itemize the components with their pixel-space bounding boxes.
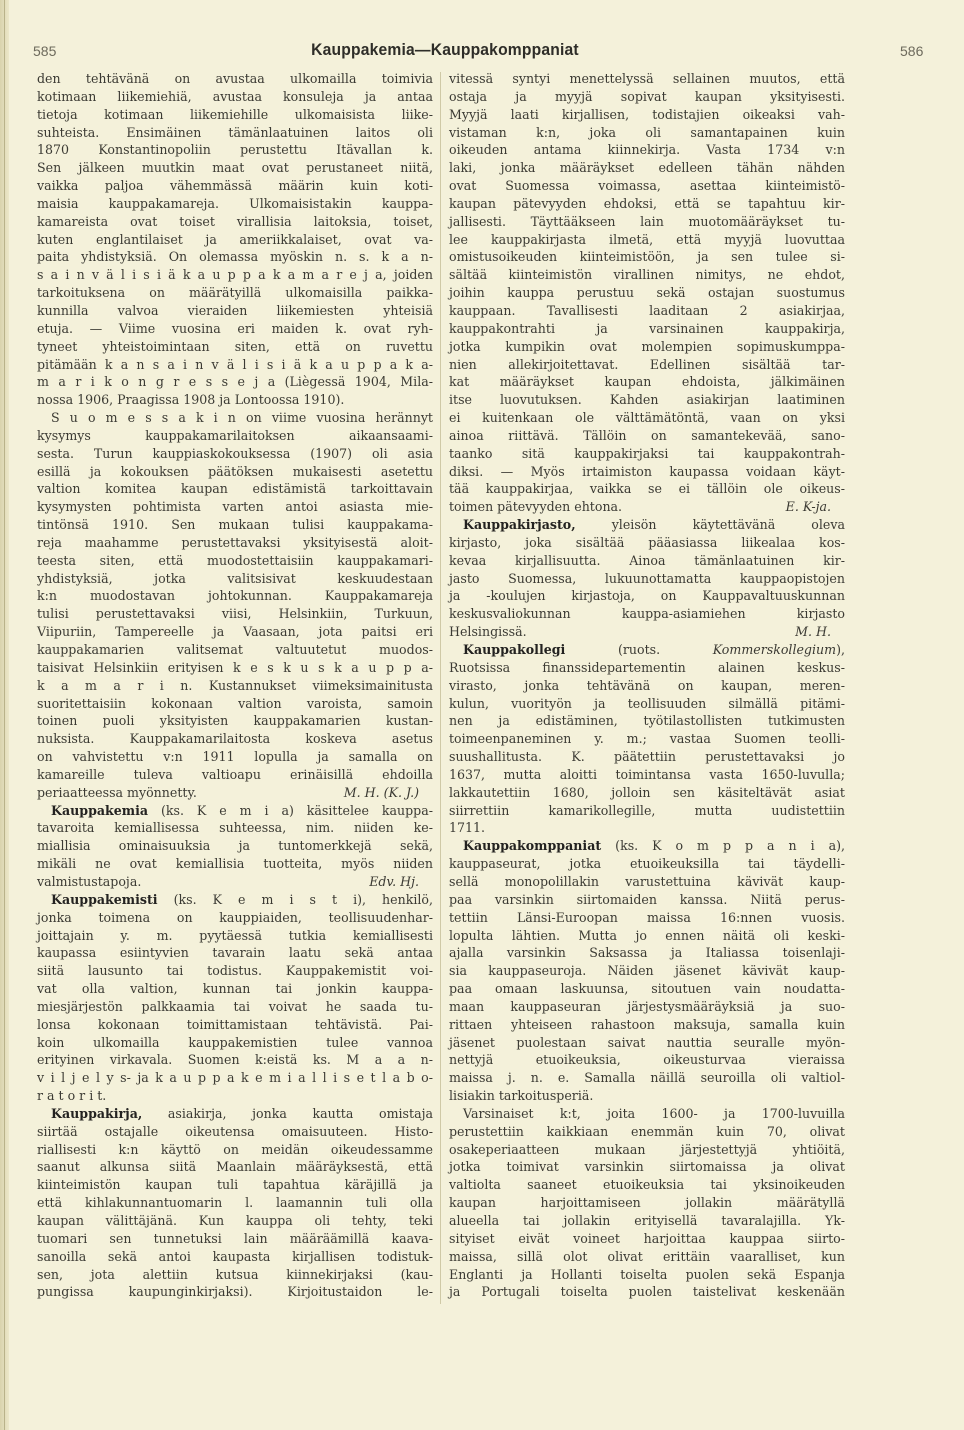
text-segment: vaikka paljoa vähemmässä määrin kuin koti- <box>37 178 433 194</box>
text-segment: 1711. <box>449 820 486 836</box>
text-segment: maisia kauppakamareja. Ulkomaisistakin kauppa- <box>37 195 433 211</box>
text-segment: (ruots. <box>565 642 713 657</box>
text-line <box>37 980 433 998</box>
text-line <box>449 891 845 909</box>
text-segment: v i l j e l y s- ja k a u p p a k e m i a l l i s e t l a b o- <box>37 1070 433 1086</box>
text-segment: kauppaseurat, jotka etuoikeuksilla tai täydelli- <box>449 856 845 872</box>
text-segment: osakeperiaatteen mukaan järjestettyjä yhtiöitä, <box>449 1141 845 1157</box>
text-line <box>449 766 845 784</box>
text-segment: kamareista ovat toiset virallisia laitoksia, toiset, <box>37 213 433 229</box>
text-segment: siirtää ostajalle oikeutensa omaisuuteen. Histo- <box>37 1123 433 1139</box>
text-segment: tarkoituksena on määrätyillä ulkomaisilla paikka- <box>37 285 433 301</box>
text-line <box>37 266 433 284</box>
text-line <box>449 534 845 552</box>
text-line <box>37 373 433 391</box>
text-segment: kaupan välittäjänä. Kun kauppa oli tehty, teki <box>37 1213 433 1228</box>
text-segment: ovat Suomessa voimassa, asettaa kiinteimistö- <box>449 178 845 194</box>
text-line <box>449 1248 845 1266</box>
text-segment: maissa, sillä olot olivat erittäin vaaralliset, kun <box>449 1248 845 1264</box>
text-segment: miesjärjestön palkkaamia tai voivat he saada tu- <box>37 998 433 1014</box>
text-segment: tuomari sen tunnetuksi lain määräämillä kaava- <box>37 1230 433 1246</box>
text-segment: laki, jonka määräykset edelleen tähän nähden <box>449 160 845 176</box>
text-segment: sesta. Turun kauppiaskokouksessa (1907) oli asia <box>37 445 433 461</box>
text-segment: lopulta lähtien. Mutta jo ennen näitä oli keski- <box>449 927 845 943</box>
text-line <box>449 712 845 730</box>
text-segment: (ks. K e m i a) käsittelee kauppa- <box>148 802 433 818</box>
text-line <box>449 106 845 124</box>
text-line <box>37 998 433 1016</box>
text-segment: valtion komitea kaupan edistämistä tarkoittavain <box>37 481 433 497</box>
text-line <box>449 1034 845 1052</box>
text-line <box>449 1141 845 1159</box>
text-segment: kevaa kirjallisuutta. Ainoa tämänlaatuinen kir- <box>449 552 845 568</box>
text-line <box>449 659 845 677</box>
text-line <box>449 1087 845 1105</box>
text-segment: siirrettiin kamarikollegille, mutta uudistettiin <box>449 802 845 818</box>
text-segment: saanut alkunsa siitä Maanlain määräyksestä, että <box>37 1159 433 1175</box>
text-line <box>449 748 845 766</box>
entry-headword: Kauppakemia <box>51 802 149 818</box>
entry-headword: Kauppakemisti <box>51 891 158 907</box>
text-line <box>37 819 433 837</box>
text-segment: keskusvaliokunnan kauppa-asiamiehen kirjasto <box>449 606 845 622</box>
italic-term: Kommerskollegium <box>712 642 837 657</box>
text-segment: jasto Suomessa, lukuunottamatta kauppaopistojen <box>449 570 845 586</box>
text-segment: alueella tai jollakin erityisellä tavaralajilla. Yk- <box>449 1213 845 1228</box>
text-line <box>449 623 845 641</box>
text-line <box>37 855 433 873</box>
text-line <box>37 159 433 177</box>
text-line <box>449 980 845 998</box>
text-segment: vat olla valtion, kunnan tai jonkin kauppa- <box>37 981 433 997</box>
text-segment: jonka toimena on kauppiaiden, teollisuudenhar- <box>37 909 433 925</box>
text-segment: k a m a r i n. Kustannukset viimeksimainitusta <box>37 677 433 693</box>
text-line <box>449 1158 845 1176</box>
text-segment: että kihlakunnantuomarin l. laamannin tuli olla <box>37 1195 433 1211</box>
text-line <box>449 873 845 891</box>
text-line <box>37 213 433 231</box>
text-line <box>449 837 845 855</box>
text-segment: (ks. K o m p p a n i a), <box>601 838 845 854</box>
page-binding-edge <box>0 0 9 1430</box>
text-line <box>37 463 433 481</box>
text-line <box>37 1248 433 1266</box>
text-segment: asiakirja, jonka kautta omistaja <box>142 1105 433 1121</box>
author-signature: E. K-ja. <box>785 499 831 515</box>
text-segment: ainoa riittävä. Tällöin on samantekevää, sano- <box>449 427 845 443</box>
text-line <box>449 480 845 498</box>
text-line <box>37 1176 433 1194</box>
text-segment: sen, jota alettiin kutsua kiinnekirjaksi (kau- <box>37 1266 433 1282</box>
text-line <box>37 837 433 855</box>
text-segment: toinen puoli yksityisten kauppakamarien kustan- <box>37 713 433 729</box>
text-line <box>37 712 433 730</box>
text-line <box>449 159 845 177</box>
text-line <box>449 195 845 213</box>
text-line <box>449 409 845 427</box>
text-segment: oikeuden antama kiinnekirja. Vasta 1734 v:n <box>449 142 845 158</box>
text-line <box>37 302 433 320</box>
text-line <box>449 587 845 605</box>
text-segment: paa omaan laskuunsa, sitoutuen vain noudatta- <box>449 981 845 997</box>
page-number-left: 585 <box>33 43 57 59</box>
text-segment: Ruotsissa finanssidepartementin alainen keskus- <box>449 659 845 675</box>
text-line <box>449 391 845 409</box>
text-segment: (ks. K e m i s t i), henkilö, <box>157 891 433 907</box>
text-segment: yhdistyksiä, jotka valitsisivat keskuudestaan <box>37 570 433 586</box>
text-line <box>449 70 845 88</box>
page-header <box>0 40 964 64</box>
text-segment: kauppakontrahti ja varsinainen kauppakirja, <box>449 320 845 336</box>
text-segment: perustettiin kaikkiaan enemmän kuin 70, olivat <box>449 1123 845 1139</box>
text-line <box>37 195 433 213</box>
text-segment: kuten englantilaiset ja ameriikkalaiset, ovat va- <box>37 231 433 247</box>
text-line <box>37 962 433 980</box>
text-segment: ostaja ja myyjä sopivat kaupan yksityisesti. <box>449 88 845 104</box>
text-line <box>37 231 433 249</box>
text-line <box>449 284 845 302</box>
text-segment: paa varsinkin siirtomaiden kanssa. Niitä perus- <box>449 891 845 907</box>
text-segment: kysymys kauppakamarilaitoksen aikaansaami- <box>37 427 433 443</box>
text-segment: kysymysten pohtimista varten antoi asiasta mie- <box>37 499 433 515</box>
text-line <box>37 1141 433 1159</box>
text-line <box>37 748 433 766</box>
text-line <box>449 177 845 195</box>
text-segment: joihin kauppa perustuu sekä ostajan suostumus <box>449 285 845 301</box>
text-line <box>449 266 845 284</box>
column-divider <box>440 72 441 1304</box>
text-segment: 1637, mutta aloitti toimintansa vasta 1650-luvulla; <box>449 766 845 782</box>
text-line <box>37 356 433 374</box>
text-segment: nen ja edistäminen, työtilastollisten tutkimusten <box>449 713 845 729</box>
text-line <box>37 605 433 623</box>
text-segment: etuja. — Viime vuosina eri maiden k. ovat ryh- <box>37 320 433 336</box>
text-segment: nettyjä etuoikeuksia, oikeusturvaa vieraissa <box>449 1052 845 1068</box>
text-line <box>449 1176 845 1194</box>
text-line <box>37 1194 433 1212</box>
text-segment: rittaen yhteiseen rahastoon maksuja, samalla kuin <box>449 1016 845 1032</box>
text-segment: ei kuitenkaan ole välttämätöntä, vaan on yksi <box>449 410 845 426</box>
text-segment: tettiin Länsi-Euroopan maissa 16:nnen vuosis. <box>449 909 845 925</box>
text-segment: riallisesti k:n käyttö on meidän oikeudessamme <box>37 1141 433 1157</box>
text-segment: lakkautettiin 1680, jolloin sen käsiteltävät asiat <box>449 784 845 800</box>
text-line <box>37 623 433 641</box>
text-segment: sältää kiinteimistön virallinen nimitys, ne ehdot, <box>449 267 845 283</box>
entry-headword: Kauppakirja, <box>51 1105 143 1121</box>
text-line <box>449 677 845 695</box>
text-line <box>37 516 433 534</box>
text-segment: kiinteimistön kaupan tuli tapahtua käräjillä ja <box>37 1177 433 1193</box>
entry-headword: Kauppakomppaniat <box>463 838 602 854</box>
text-line <box>449 463 845 481</box>
text-segment: jäsenet puolestaan saivat nauttia seuralle myön- <box>449 1034 845 1050</box>
text-line <box>449 124 845 142</box>
text-segment: maan kauppaseuran järjestysmääräyksiä ja suo- <box>449 998 845 1014</box>
text-segment: nuksista. Kauppakamarilaitosta koskeva asetus <box>37 731 433 747</box>
running-title: Kauppakemia—Kauppakomppaniat <box>311 40 579 59</box>
text-column-left <box>37 70 433 1301</box>
text-line <box>449 445 845 463</box>
text-segment: r a t o r i t. <box>37 1088 107 1104</box>
text-line <box>37 445 433 463</box>
text-segment: toimeenpaneminen y. m.; vastaa Suomen teolli- <box>449 731 845 747</box>
text-segment: Viipuriin, Tampereelle ja Vaasaan, jota paitsi eri <box>37 624 433 640</box>
text-line <box>37 1283 433 1301</box>
text-line <box>449 927 845 945</box>
text-line <box>449 427 845 445</box>
text-line <box>37 427 433 445</box>
text-segment: virasto, jonka tehtävänä on kaupan, meren- <box>449 677 845 693</box>
text-segment: ajalla varsinkin Saksassa ja Italiassa toisenlaji- <box>449 945 845 961</box>
text-segment: periaatteessa myönnetty. <box>37 784 197 800</box>
text-segment: pitämään k a n s a i n v ä l i s i ä k a u p p a k a- <box>37 356 433 372</box>
text-segment: maissa j. n. e. Samalla näillä seuroilla oli valtiol- <box>449 1070 845 1086</box>
text-segment: jotka toimivat varsinkin siirtomaissa ja olivat <box>449 1159 845 1175</box>
text-line <box>37 802 433 820</box>
text-segment: esillä ja kokouksen päätöksen mukaisesti asetettu <box>37 463 433 479</box>
text-line <box>37 177 433 195</box>
text-line <box>449 248 845 266</box>
text-segment: kaupassa esiintyvien tavarain laatu sekä antaa <box>37 945 433 961</box>
text-segment: nien allekirjoitettavat. Edellinen sisältää tar- <box>449 356 845 372</box>
text-segment: lee kauppakirjasta ilmetä, että myyjä luovuttaa <box>449 231 845 247</box>
text-line <box>37 106 433 124</box>
text-line <box>37 570 433 588</box>
text-line <box>449 1194 845 1212</box>
text-line <box>37 1016 433 1034</box>
text-segment: suushallitusta. K. päätettiin perustettavaksi jo <box>449 749 845 765</box>
text-segment: k:n muodostavan johtokunnan. Kauppakamareja <box>37 588 433 604</box>
text-line <box>37 909 433 927</box>
text-line <box>37 498 433 516</box>
text-segment: kirjasto, joka sisältää pääasiassa liikealaa kos- <box>449 534 845 550</box>
text-line <box>37 141 433 159</box>
text-line <box>449 605 845 623</box>
text-line <box>449 730 845 748</box>
text-segment: Englanti ja Hollanti toiselta puolen sekä Espanja <box>449 1266 845 1282</box>
text-line <box>449 855 845 873</box>
text-segment: Myyjä laati kirjallisen, todistajien oikeaksi vah- <box>449 106 845 122</box>
text-segment: lisiakin tarkoitusperiä. <box>449 1088 594 1104</box>
text-line <box>37 1230 433 1248</box>
text-segment: kat määräykset kaupan ehdoista, jälkimäinen <box>449 374 845 390</box>
text-segment: kaupan harjoittamiseen jollakin määrätyllä <box>449 1195 845 1211</box>
entry-headword: Kauppakollegi <box>463 642 566 657</box>
text-line <box>37 409 433 427</box>
text-line <box>37 784 433 802</box>
text-line <box>37 677 433 695</box>
text-segment: m a r i k o n g r e s s e j a (Liègessä 1904, Mila- <box>37 374 433 390</box>
text-segment: taisivat Helsinkiin erityisen k e s k u s k a u p p a- <box>37 659 433 675</box>
text-line <box>449 338 845 356</box>
text-segment: vistaman k:n, joka oli samantapainen kuin <box>449 124 845 140</box>
text-line <box>449 641 845 659</box>
text-segment: Varsinaiset k:t, joita 1600- ja 1700-luvuilla <box>463 1105 845 1121</box>
text-segment: omistusoikeuden kiinteimistöön, ja sen tulee si- <box>449 249 845 265</box>
text-line <box>449 88 845 106</box>
text-line <box>449 909 845 927</box>
text-line <box>37 320 433 338</box>
text-segment: kaupan pätevyyden ehdoksi, että se tapahtuu kir- <box>449 195 845 211</box>
text-line <box>37 1266 433 1284</box>
text-segment: kulun, vuorityön ja teollisuuden silmällä pitämi- <box>449 695 845 711</box>
text-line <box>449 1051 845 1069</box>
text-line <box>449 784 845 802</box>
text-segment: kunnilla valvoa vieraiden liikemiesten yhteisiä <box>37 302 433 318</box>
text-segment: itse luovutuksen. Kahden asiakirjan laatiminen <box>449 392 845 408</box>
text-segment: erityinen virkavala. Suomen k:eistä ks. M a a n- <box>37 1052 433 1068</box>
text-segment: diksi. — Myös irtaimiston kaupassa voidaan käyt- <box>449 463 845 479</box>
author-signature: M. H. (K. J.) <box>343 784 419 800</box>
text-segment: lonsa kokonaan toimittamistaan tehtävistä. Pai- <box>37 1016 433 1032</box>
text-line <box>449 695 845 713</box>
text-line <box>37 641 433 659</box>
text-segment: sityiset eivät voineet harjoittaa kauppaa siirto- <box>449 1230 845 1246</box>
text-line <box>37 730 433 748</box>
text-line <box>449 213 845 231</box>
text-segment: paita yhdistyksiä. On olemassa myöskin n. s. k a n- <box>37 249 433 265</box>
text-segment: siitä lausunto tai todistus. Kauppakemistit voi- <box>37 963 433 979</box>
entry-headword: Kauppakirjasto, <box>463 517 576 533</box>
text-line <box>37 1034 433 1052</box>
text-segment: tietoja kotimaan liikemiehille ulkomaisista liike- <box>37 106 433 122</box>
text-line <box>37 534 433 552</box>
text-segment: vitessä syntyi menettelyssä sellainen muutos, että <box>449 71 845 86</box>
text-segment: suoritettaisiin kokonaan valtion varoista, samoin <box>37 695 433 711</box>
text-line <box>37 124 433 142</box>
author-signature: M. H. <box>795 624 831 640</box>
text-line <box>37 1212 433 1230</box>
text-segment: toimen pätevyyden ehtona. <box>449 499 623 515</box>
text-segment: valmistustapoja. <box>37 873 142 889</box>
text-segment: S u o m e s s a k i n on viime vuosina herännyt <box>51 410 433 426</box>
text-segment: koin ulkomailla kauppakemistien tulee vannoa <box>37 1034 433 1050</box>
text-line <box>37 944 433 962</box>
text-segment: Sen jälkeen muutkin maat ovat perustaneet niitä, <box>37 160 433 176</box>
text-segment: nossa 1906, Praagissa 1908 ja Lontoossa 1910). <box>37 392 345 408</box>
text-segment: kauppaan. Tavallisesti laaditaan 2 asiakirjaa, <box>449 302 845 318</box>
author-signature: Edv. Hj. <box>369 873 419 889</box>
text-line <box>37 695 433 713</box>
text-segment: sellä monopolillakin varustettuina kävivät kaup- <box>449 873 845 889</box>
text-segment: ja -koulujen kirjastoja, on Kauppavaltuuskunnan <box>449 588 845 604</box>
text-line <box>449 1266 845 1284</box>
text-line <box>37 873 433 891</box>
text-line <box>449 1069 845 1087</box>
text-line <box>37 552 433 570</box>
text-line <box>449 1123 845 1141</box>
text-segment: tyneet yhteistoimintaan siten, että on ruvettu <box>37 338 433 354</box>
text-line <box>37 587 433 605</box>
text-line <box>37 1069 433 1087</box>
text-line <box>449 1212 845 1230</box>
text-line <box>37 391 433 409</box>
text-segment: taanko sitä kauppakirjaksi tai kauppakontrah- <box>449 445 845 461</box>
text-line <box>37 766 433 784</box>
text-line <box>449 1105 845 1123</box>
text-segment: s a i n v ä l i s i ä k a u p p a k a m a r e j a, joiden <box>37 267 433 283</box>
text-segment: ), <box>836 642 845 657</box>
text-line <box>37 1105 433 1123</box>
text-segment: pungissa kaupunginkirjaksi). Kirjoitustaidon le- <box>37 1284 433 1300</box>
text-segment: valtiolta saaneet etuoikeuksia tai yksinoikeuden <box>449 1177 845 1193</box>
text-line <box>37 88 433 106</box>
text-line <box>449 962 845 980</box>
text-line <box>449 819 845 837</box>
text-line <box>449 1230 845 1248</box>
text-segment: joittajain y. m. pyytäessä tutkia kemiallisesti <box>37 927 433 943</box>
text-segment: reja maahamme perustettavaksi yksityisestä aloit- <box>37 534 433 550</box>
text-segment: miallisia ominaisuuksia ja tuntomerkkejä sekä, <box>37 838 433 854</box>
text-segment: tää kauppakirjaa, vaikka se ei tällöin ole oikeus- <box>449 481 845 497</box>
text-line <box>449 570 845 588</box>
text-segment: tintönsä 1910. Sen mukaan tulisi kauppakama- <box>37 517 433 533</box>
text-line <box>37 891 433 909</box>
text-segment: jotka kumpikin ovat molempien sopimuskumppa- <box>449 338 845 354</box>
text-line <box>449 944 845 962</box>
text-segment: jallisesti. Täyttääkseen lain muotomääräykset tu- <box>449 213 845 229</box>
text-line <box>37 1123 433 1141</box>
text-column-right <box>449 70 845 1301</box>
text-segment: kotimaan liikemiehiä, avustaa konsuleja ja antaa <box>37 88 433 104</box>
text-segment: sia kauppaseuroja. Näiden jäsenet kävivät kaup- <box>449 963 845 979</box>
text-line <box>37 284 433 302</box>
text-segment: kauppakamarien valitsemat valtuutetut muodos- <box>37 642 433 657</box>
text-segment: sanoilla sekä antoi kaupasta kirjallisen todistuk- <box>37 1248 433 1264</box>
text-line <box>449 141 845 159</box>
text-line <box>37 927 433 945</box>
text-line <box>449 231 845 249</box>
text-line <box>37 1087 433 1105</box>
text-line <box>37 70 433 88</box>
text-segment: ja Portugali toiselta puolen taistelivat keskenään <box>449 1284 845 1300</box>
text-segment: 1870 Konstantinopoliin perustettu Itävallan k. <box>37 142 433 158</box>
text-line <box>37 480 433 498</box>
text-line <box>449 516 845 534</box>
text-line <box>449 1016 845 1034</box>
text-segment: suhteista. Ensimäinen tämänlaatuinen laitos oli <box>37 124 433 140</box>
text-line <box>449 356 845 374</box>
text-segment: tavaroita kemiallisessa suhteessa, nim. niiden ke- <box>37 820 433 836</box>
text-segment: teesta siten, että muodostettaisiin kauppakamari- <box>37 552 433 568</box>
page-number-right: 586 <box>900 43 924 59</box>
text-line <box>449 802 845 820</box>
text-line <box>37 659 433 677</box>
text-line <box>449 998 845 1016</box>
text-line <box>37 1158 433 1176</box>
text-line <box>449 552 845 570</box>
text-line <box>449 1283 845 1301</box>
text-segment: den tehtävänä on avustaa ulkomailla toimivia <box>37 71 433 86</box>
text-segment: Helsingissä. <box>449 624 527 640</box>
text-segment: mikäli ne ovat kemiallisia tuotteita, myös niiden <box>37 856 433 872</box>
text-segment: yleisön käytettävänä oleva <box>575 517 845 533</box>
text-line <box>449 320 845 338</box>
text-line <box>449 373 845 391</box>
text-line <box>37 248 433 266</box>
text-segment: on vahvistettu v:n 1911 lopulla ja samalla on <box>37 749 433 765</box>
text-segment: kamareille tuleva valtioapu erinäisillä ehdoilla <box>37 766 433 782</box>
text-line <box>449 302 845 320</box>
text-line <box>37 338 433 356</box>
text-line <box>37 1051 433 1069</box>
text-segment: tulisi perustettavaksi viisi, Helsinkiin, Turkuun, <box>37 606 433 622</box>
text-line <box>449 498 845 516</box>
